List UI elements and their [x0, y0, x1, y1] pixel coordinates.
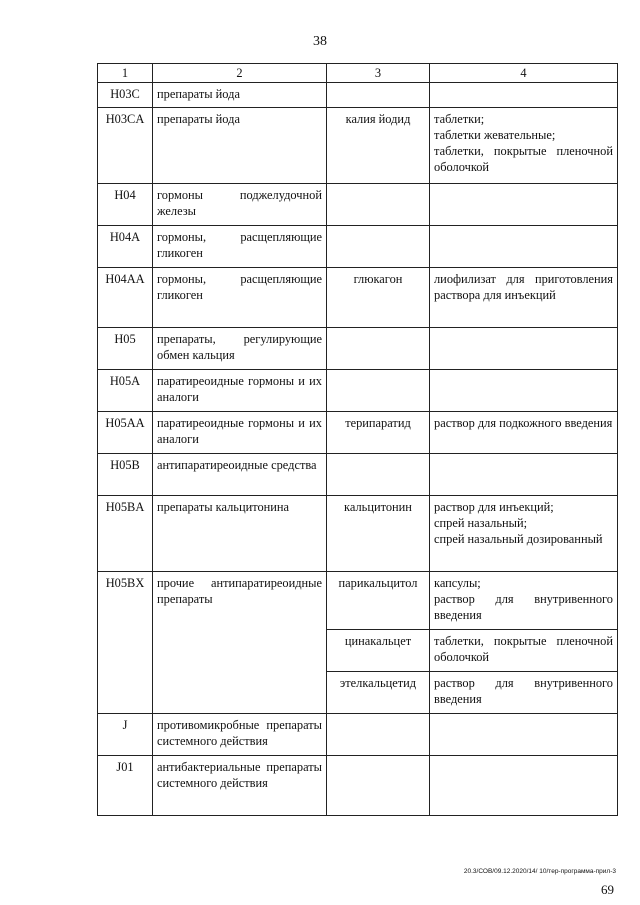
table-row [98, 184, 618, 226]
atc-code: H05 [98, 328, 153, 370]
group-name: препараты, регулирующие обмен кальция [153, 328, 327, 370]
dosage-forms [430, 412, 618, 454]
drug-name [327, 714, 430, 756]
group-name: препараты йода [153, 83, 327, 108]
atc-code: H05BA [98, 496, 153, 572]
dosage-form: таблетки, покрытые пленочной оболочкой [434, 144, 613, 174]
atc-code: H03CA [98, 108, 153, 184]
atc-code: J01 [98, 756, 153, 816]
table-row [98, 268, 618, 328]
dosage-form: таблетки; [434, 112, 485, 126]
header-col-3: 3 [327, 64, 430, 83]
header-col-1: 1 [98, 64, 153, 83]
group-name: гормоны, расщепляющие гликоген [153, 226, 327, 268]
atc-code: H04A [98, 226, 153, 268]
atc-code: H05B [98, 454, 153, 496]
atc-code: H04 [98, 184, 153, 226]
table-row [98, 108, 618, 184]
dosage-forms [430, 454, 618, 496]
table-row [98, 226, 618, 268]
dosage-forms [430, 572, 618, 630]
drug-name: глюкагон [327, 268, 430, 328]
drug-name [327, 83, 430, 108]
drug-name [327, 328, 430, 370]
group-name: антибактериальные препараты системного действия [153, 756, 327, 816]
atc-code: H03C [98, 83, 153, 108]
page-number-top: 38 [313, 34, 327, 49]
group-name: препараты йода [153, 108, 327, 184]
dosage-forms [430, 630, 618, 672]
group-name: антипаратиреоидные средства [153, 454, 327, 496]
table-row [98, 370, 618, 412]
dosage-forms [430, 184, 618, 226]
drug-name: кальцитонин [327, 496, 430, 572]
atc-code: H05BX [98, 572, 153, 714]
table-row [98, 328, 618, 370]
table-row [98, 83, 618, 108]
dosage-forms [430, 268, 618, 328]
group-name: гормоны поджелудочной железы [153, 184, 327, 226]
dosage-form: таблетки жевательные; [434, 128, 556, 142]
dosage-form: спрей назальный; [434, 516, 528, 530]
drug-name: калия йодид [327, 108, 430, 184]
dosage-form: раствор для внутривенного введения [434, 676, 613, 706]
group-name: паратиреоидные гормоны и их аналоги [153, 412, 327, 454]
drug-name: терипаратид [327, 412, 430, 454]
drug-name [327, 370, 430, 412]
table-row [98, 714, 618, 756]
dosage-forms [430, 756, 618, 816]
dosage-form: раствор для инъекций; [434, 500, 554, 514]
dosage-form: таблетки, покрытые пленочной оболочкой [434, 634, 613, 664]
dosage-forms [430, 496, 618, 572]
table-row [98, 572, 618, 630]
header-col-2: 2 [153, 64, 327, 83]
drug-name [327, 756, 430, 816]
dosage-form: лиофилизат для приготовления раствора для инъекций [434, 272, 613, 302]
group-name: гормоны, расщепляющие гликоген [153, 268, 327, 328]
drug-name [327, 454, 430, 496]
dosage-forms [430, 672, 618, 714]
dosage-forms [430, 370, 618, 412]
atc-code: H04AA [98, 268, 153, 328]
atc-code: J [98, 714, 153, 756]
header-col-4: 4 [430, 64, 618, 83]
dosage-form: спрей назальный дозированный [434, 532, 603, 546]
drug-name [327, 184, 430, 226]
table-row [98, 496, 618, 572]
drug-table [97, 63, 618, 816]
drug-name: парикальцитол [327, 572, 430, 630]
group-name: противомикробные препараты системного действия [153, 714, 327, 756]
group-name: препараты кальцитонина [153, 496, 327, 572]
group-name: паратиреоидные гормоны и их аналоги [153, 370, 327, 412]
group-name: прочие антипаратиреоидные препараты [153, 572, 327, 714]
dosage-form: капсулы; [434, 576, 481, 590]
table-row [98, 756, 618, 816]
dosage-forms [430, 714, 618, 756]
table-header-row [98, 64, 618, 83]
drug-name: этелкальцетид [327, 672, 430, 714]
dosage-forms [430, 83, 618, 108]
drug-name [327, 226, 430, 268]
page-number-bottom: 69 [601, 882, 614, 897]
atc-code: H05A [98, 370, 153, 412]
document-code: 20.3/СОВ/09.12.2020/14/ 10/тер-программа-прил-3 [463, 868, 616, 875]
drug-name: цинакальцет [327, 630, 430, 672]
table-row [98, 454, 618, 496]
dosage-forms [430, 108, 618, 184]
dosage-forms [430, 226, 618, 268]
dosage-form: раствор для внутривенного введения [434, 592, 613, 622]
atc-code: H05AA [98, 412, 153, 454]
table-row [98, 412, 618, 454]
dosage-form: раствор для подкожного введения [434, 416, 613, 430]
dosage-forms [430, 328, 618, 370]
